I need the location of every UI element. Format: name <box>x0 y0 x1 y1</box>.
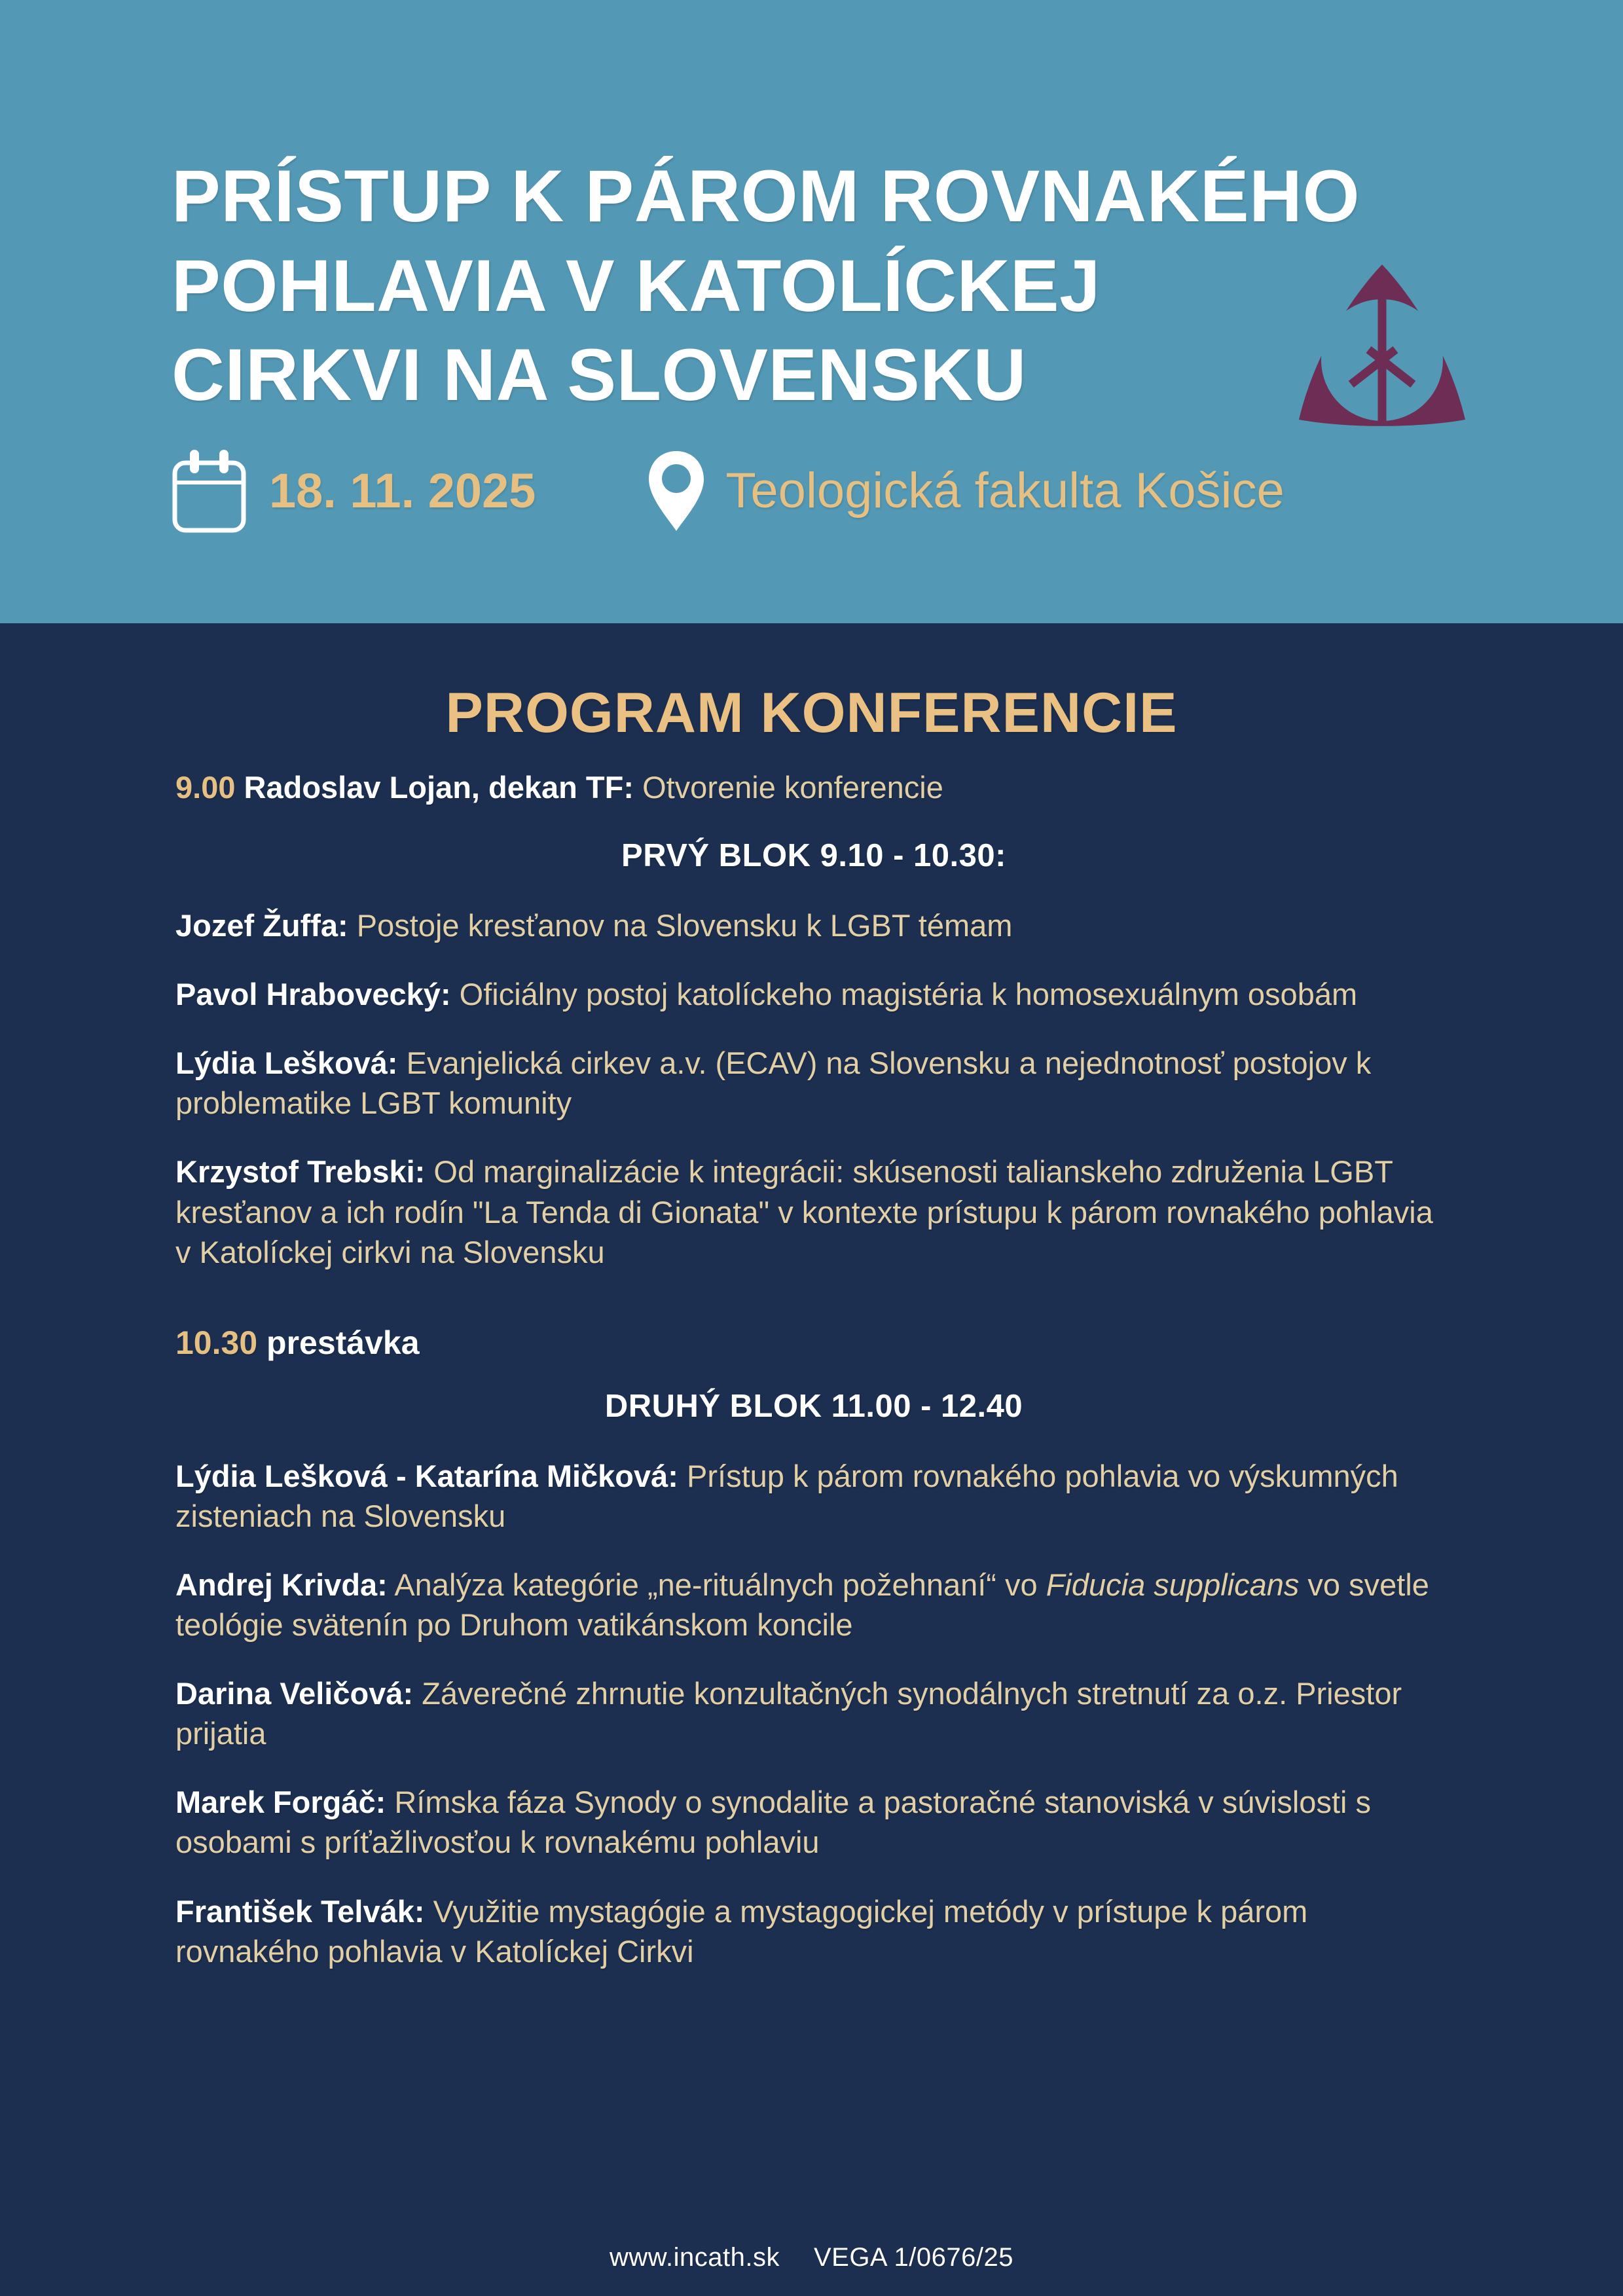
entry-talk: Záverečné zhrnutie konzultačných synodálnych stretnutí za o.z. Priestor prijatia <box>175 1676 1402 1751</box>
event-date-text: 18. 11. 2025 <box>269 464 536 518</box>
program-entry <box>175 1043 1452 1123</box>
title-line-3: CIRKVI NA SLOVENSKU <box>172 334 1027 416</box>
entry-talk: Prístup k párom rovnakého pohlavia vo výskumných zisteniach na Slovensku <box>175 1458 1398 1533</box>
entry-speaker: Lýdia Lešková: <box>175 1046 398 1081</box>
website-link[interactable]: www.incath.sk <box>610 2243 780 2272</box>
block-heading-1: PRVÝ BLOK 9.10 - 10.30: <box>621 838 1006 874</box>
calendar-icon <box>172 448 247 534</box>
break-label: prestávka <box>266 1324 420 1361</box>
poster-header <box>0 0 1623 623</box>
conference-logo-icon <box>1287 261 1477 431</box>
program-entry <box>175 1152 1452 1271</box>
program-entry <box>175 1565 1452 1645</box>
program-entry <box>175 1782 1452 1862</box>
entry-talk: Postoje kresťanov na Slovensku k LGBT témam <box>356 908 1013 943</box>
event-location <box>647 448 1284 534</box>
entry-talk: Evanjelická cirkev a.v. (ECAV) na Slovensku a nejednotnosť postojov k problematike LGBT komunity <box>175 1046 1372 1121</box>
entry-speaker: František Telvák: <box>175 1893 425 1929</box>
entry-talk-pre: Analýza kategórie „ne-rituálnych požehnaní“ vo <box>394 1567 1046 1602</box>
entry-talk-post: vo svetle teológie svätenín po Druhom vatikánskom koncile <box>175 1567 1429 1643</box>
poster-footer <box>0 2243 1623 2272</box>
event-location-text: Teologická fakulta Košice <box>725 463 1285 519</box>
program-entry <box>175 1891 1452 1971</box>
program-heading: PROGRAM KONFERENCIE <box>445 682 1178 744</box>
map-pin-icon <box>647 448 706 534</box>
block-heading-2: DRUHÝ BLOK 11.00 - 12.40 <box>604 1388 1023 1424</box>
title-line-2: POHLAVIA V KATOLÍCKEJ <box>172 244 1101 327</box>
entry-speaker: Krzystof Trebski: <box>175 1154 426 1190</box>
program-section <box>0 623 1623 2296</box>
program-entry <box>175 1673 1452 1753</box>
entry-speaker: Pavol Hrabovecký: <box>175 977 451 1012</box>
entry-time: 9.00 <box>175 770 236 805</box>
entry-speaker: Andrej Krivda: <box>175 1567 388 1602</box>
entry-talk: Oficiálny postoj katolíckeho magistéria k homosexuálnym osobám <box>459 977 1358 1012</box>
entry-talk: Rímska fáza Synody o synodalite a pastoračné stanoviská v súvislosti s osobami s príťažlivosťou k rovnakému pohlaviu <box>175 1785 1371 1860</box>
break-time: 10.30 <box>175 1324 258 1361</box>
entry-talk: Využitie mystagógie a mystagogickej metódy v prístupe k párom rovnakého pohlavia v Katolíckej Cirkvi <box>175 1893 1308 1969</box>
program-entry <box>175 1456 1452 1536</box>
entry-talk: Od marginalizácie k integrácii: skúsenosti talianskeho združenia LGBT kresťanov a ich rodín "La Tenda di Gionata" v kontexte prístupu k párom rovnakého pohlavia v Katolíckej cirkvi na Slovensku <box>175 1154 1433 1269</box>
program-entry <box>175 905 1452 945</box>
entry-speaker: Darina Veličová: <box>175 1676 414 1711</box>
poster-title <box>172 152 1360 420</box>
grant-number: VEGA 1/0676/25 <box>813 2243 1013 2272</box>
program-entry-opening <box>175 767 1452 807</box>
program-entries <box>175 767 1452 2000</box>
event-date <box>172 448 536 534</box>
entry-speaker: Jozef Žuffa: <box>175 908 348 943</box>
entry-talk: Otvorenie konferencie <box>642 770 943 805</box>
program-break <box>175 1322 1452 1364</box>
title-line-1: PRÍSTUP K PÁROM ROVNAKÉHO <box>172 155 1360 237</box>
entry-speaker: Marek Forgáč: <box>175 1785 386 1820</box>
event-meta-row <box>172 432 1285 550</box>
entry-talk-italic: Fiducia supplicans <box>1046 1567 1300 1602</box>
entry-speaker: Radoslav Lojan, dekan TF: <box>244 770 634 805</box>
entry-speaker: Lýdia Lešková - Katarína Mičková: <box>175 1458 678 1493</box>
program-entry <box>175 974 1452 1014</box>
